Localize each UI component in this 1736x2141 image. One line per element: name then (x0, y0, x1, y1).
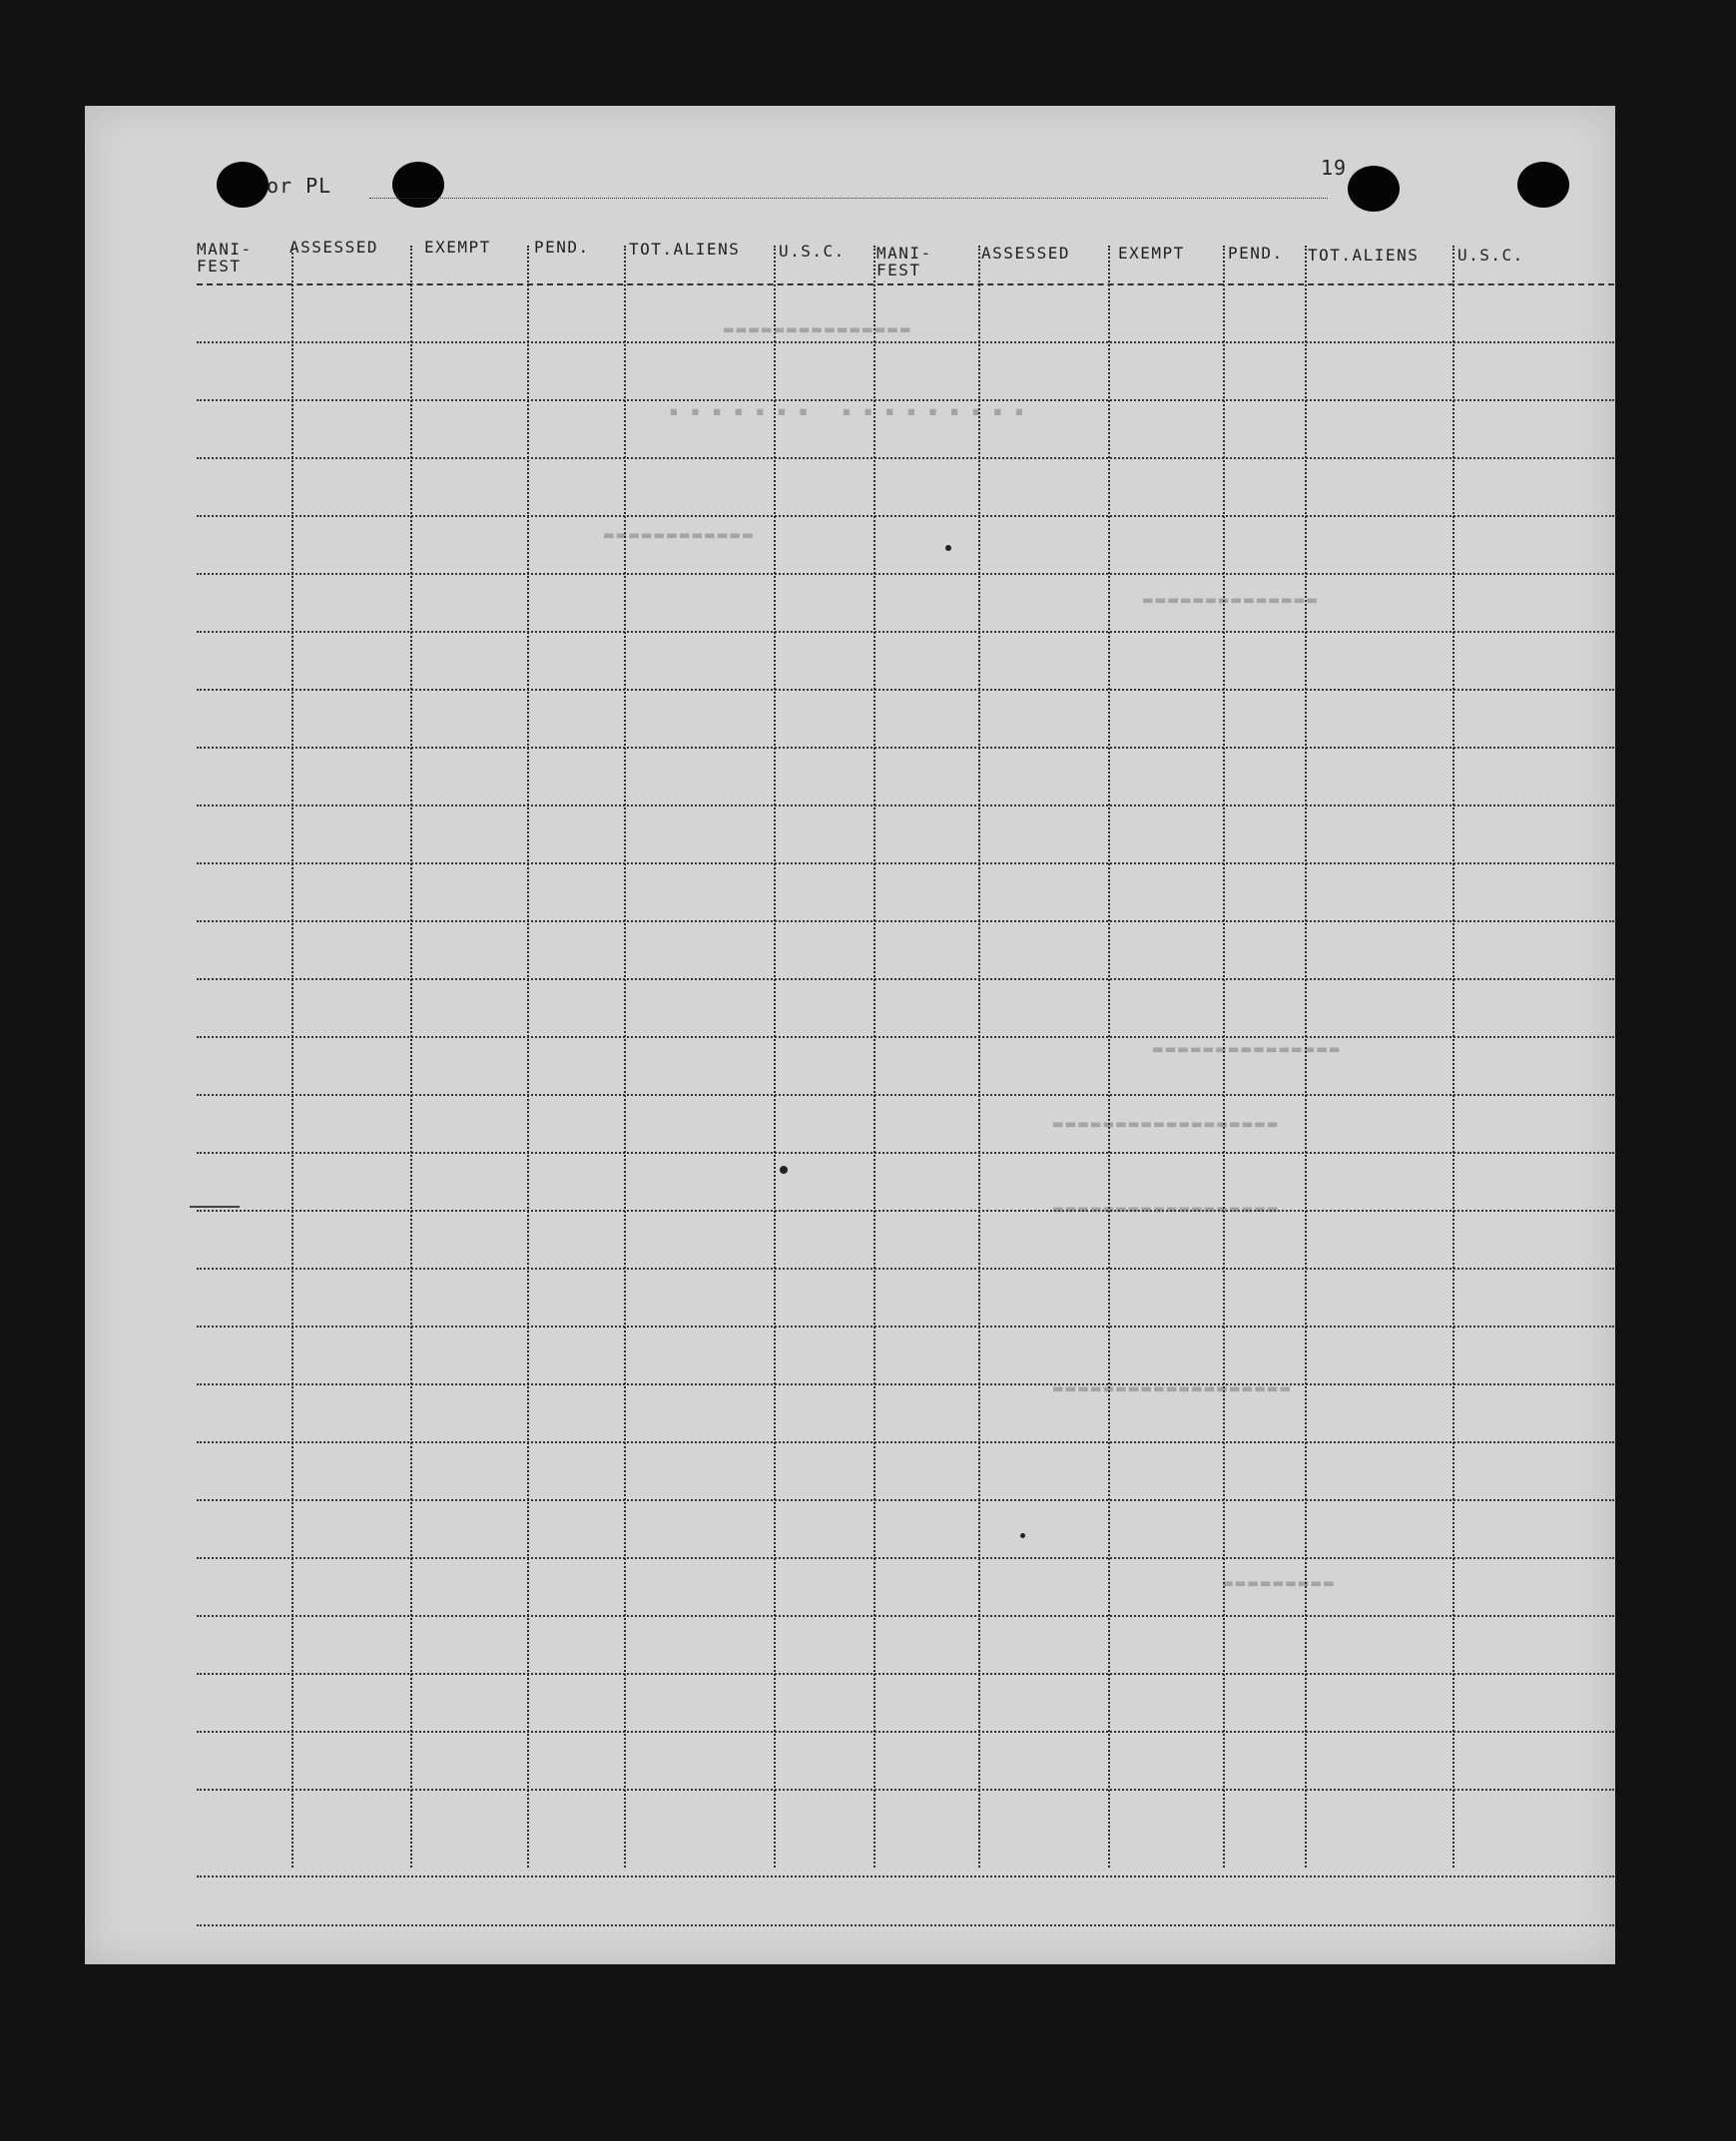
grid-row-line (197, 1036, 1614, 1038)
grid-row-line (197, 1152, 1614, 1154)
grid-row-line (197, 1326, 1614, 1328)
grid-row-line (197, 1557, 1614, 1559)
punch-hole-center-right (1348, 166, 1400, 212)
grid-row-line (197, 1499, 1614, 1501)
grid-row-line (197, 862, 1614, 864)
punch-hole-left (217, 162, 269, 208)
grid-row-line (197, 341, 1614, 343)
grid-row-line (197, 1673, 1614, 1675)
grid-row-line (197, 515, 1614, 517)
ink-speck (945, 545, 951, 551)
grid-column-line (527, 246, 529, 1868)
punch-hole-center-left (392, 162, 444, 208)
total-row-line (197, 1875, 1614, 1877)
grid-row-line (197, 747, 1614, 749)
ink-speck (1020, 1533, 1025, 1538)
grid-row-line (197, 1210, 1614, 1212)
grid-row-line (197, 631, 1614, 633)
col-head-assessed-left: ASSESSED (289, 238, 379, 257)
grid-row-line (197, 573, 1614, 575)
grid-row-line (197, 457, 1614, 459)
bleed-through-text: ▬▬▬▬▬▬▬▬▬▬▬▬▬▬▬▬▬▬▬ (1053, 1378, 1294, 1397)
col-head-totaliens-left: TOT.ALIENS (629, 240, 741, 259)
col-head-manifest-left: MANI- FEST (197, 240, 253, 275)
col-head-assessed-right: ASSESSED (981, 244, 1071, 263)
ink-speck (780, 1166, 788, 1174)
grid-row-line (197, 1094, 1614, 1096)
grid-row-line (197, 1268, 1614, 1270)
grid-column-line (774, 246, 776, 1868)
bleed-through-text: ▪▪▪▪▪▪▪ ▪▪▪▪▪▪▪▪▪ (669, 401, 1036, 420)
col-head-pend-left: PEND. (534, 238, 590, 257)
grid-row-line (197, 1615, 1614, 1617)
col-head-exempt-right: EXEMPT (1118, 244, 1185, 263)
grid-row-line (197, 1789, 1614, 1791)
grid-row-line (197, 978, 1614, 980)
grid-row-line (197, 1383, 1614, 1385)
bleed-through-text: ▬▬▬▬▬▬▬▬▬ (1223, 1573, 1337, 1592)
stray-ink-mark (190, 1206, 240, 1208)
grid-column-line (978, 246, 980, 1868)
col-head-exempt-left: EXEMPT (424, 238, 491, 257)
form-prefix-text: or PL (267, 174, 332, 198)
grid-row-line (197, 920, 1614, 922)
bleed-through-text: ▬▬▬▬▬▬▬▬▬▬▬▬▬▬▬▬▬▬ (1053, 1199, 1281, 1218)
total-row-line (197, 1924, 1614, 1926)
year-text: 19 (1321, 156, 1348, 180)
grid-row-line (197, 1731, 1614, 1733)
grid-row-line (197, 689, 1614, 691)
grid-column-line (1452, 246, 1454, 1868)
prefix-underline (369, 198, 1328, 199)
bleed-through-text: ▬▬▬▬▬▬▬▬▬▬▬▬▬▬▬ (724, 319, 913, 338)
grid-row-line (197, 283, 1614, 285)
col-head-usc-right: U.S.C. (1457, 246, 1524, 265)
grid-column-line (624, 246, 626, 1868)
grid-column-line (1305, 246, 1307, 1868)
col-head-pend-right: PEND. (1228, 244, 1284, 263)
grid-column-line (1108, 246, 1110, 1868)
col-head-manifest-right: MANI- FEST (876, 244, 932, 279)
grid-column-line (410, 246, 412, 1868)
grid-column-line (1223, 246, 1225, 1868)
col-head-totaliens-right: TOT.ALIENS (1308, 246, 1420, 265)
bleed-through-text: ▬▬▬▬▬▬▬▬▬▬▬▬▬▬▬ (1153, 1039, 1343, 1058)
grid-column-line (291, 246, 293, 1868)
grid-column-line (873, 246, 875, 1868)
punch-hole-right (1517, 162, 1569, 208)
grid-row-line (197, 804, 1614, 806)
bleed-through-text: ▬▬▬▬▬▬▬▬▬▬▬▬▬▬▬▬▬▬ (1053, 1114, 1281, 1133)
bleed-through-text: ▬▬▬▬▬▬▬▬▬▬▬▬ (604, 525, 756, 544)
grid-row-line (197, 399, 1614, 401)
bleed-through-text: ▬▬▬▬▬▬▬▬▬▬▬▬▬▬ (1143, 590, 1320, 609)
grid-row-line (197, 1441, 1614, 1443)
form-sheet (85, 106, 1615, 1964)
col-head-usc-left: U.S.C. (779, 242, 846, 261)
